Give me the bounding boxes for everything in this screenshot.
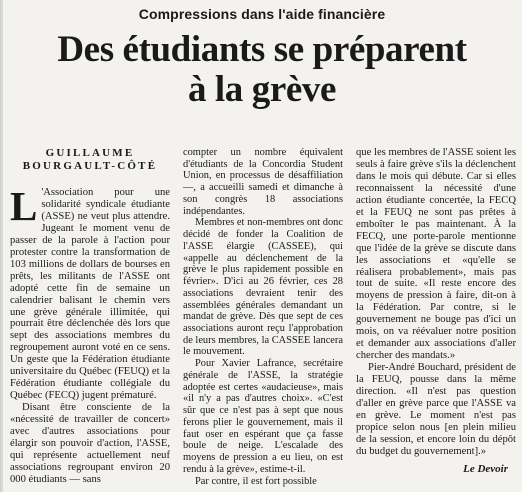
paragraph-text: 'Association pour une solidarité syndicale étudiante (ASSE) ne veut plus attendre. Jugeant le moment venu de passer de la parole à l'action pour protester contre la transformation de 103 millions de dollars de bourses en prêts, les militants de l'ASSE ont adopté cette fin de semaine un calendrier balisant le chemin vers une grève générale illimitée, qui pourrait être déclenchée dès lors que sept des associations membres du regroupement auront voté en ce sens. Un geste que la Fédération étudiante universitaire du Québec (FEUQ) et la Fédération étudiante collégiale du Québec (FECQ) jugent prématuré. — [10, 187, 170, 402]
article-column-2 — [183, 147, 343, 487]
headline-line-1: Des étudiants se préparent — [57, 29, 467, 70]
headline — [1, 30, 522, 110]
signature: Le Devoir — [463, 462, 508, 475]
drop-cap: L — [10, 183, 38, 229]
kicker: Compressions dans l'aide financière — [138, 6, 386, 22]
paragraph: que les membres de l'ASSE soient les seuls à faire grève s'ils la déclenchent dans le mois qui débute. Car si elles reconnaissent la nécessité d'une action étudiante concertée, la FECQ et la FEUQ ne sont pas prêtes à emboîter le pas maintenant. À la FECQ, une porte-parole mentionne que l'idée de la grève se discute dans les associations et «qu'elle se réalisera probablement», mais pas tout de suite. «Il reste encore des moyens de pression à faire, dit-on à la Fédération. Par contre, si le gouvernement ne bouge pas d'ici un mois, on va réévaluer notre position et demander aux associations d'aller chercher des mandats.» — [356, 147, 516, 362]
paragraph: Membres et non-membres ont donc décidé de fonder la Coalition de l'ASSE élargie (CASSEE), qui «appelle au déclenchement de la grève le plus rapidement possible en février». D'ici au 26 février, ces 28 associations devraient tenir des assemblées générales demandant un mandat de grève. Dès que sept de ces associations auront reçu l'approbation de leurs membres, la CASSEE lancera le mouvement. — [183, 217, 343, 358]
byline — [10, 147, 170, 173]
article-column-3 — [356, 147, 516, 476]
headline-line-2: à la grève — [187, 69, 337, 110]
paragraph — [10, 183, 170, 402]
paragraph: Pour Xavier Lafrance, secrétaire générale de l'ASSE, la stratégie adoptée est certes «audacieuse», mais «il n'y a pas d'autres choix». «C'est sûr que ce n'est pas à sept que nous ferons plier le gouvernement, mais il faut oser en espérant que ça fasse boule de neige. L'escalade des moyens de pression a eu lieu, on est rendu à la grève», estime-t-il. — [183, 358, 343, 475]
paragraph: compter un nombre équivalent d'étudiants de la Concordia Student Union, en processus de désaffiliation —, a accueilli samedi et dimanche à son congrès 18 associations indépendantes. — [183, 147, 343, 217]
paragraph: Pier-André Bouchard, président de la FEUQ, pousse dans la même direction. «Il n'est pas question d'aller en grève parce que l'ASSE va en grève. Le moment n'est pas propice selon nous [en plein milieu de la session, et encore loin du dépôt du budget du gouvernement].» — [356, 362, 516, 457]
byline-last-name: BOURGAULT-CÔTÉ — [22, 160, 158, 172]
paragraph: Par contre, il est fort possible — [195, 475, 317, 487]
byline-first-name: GUILLAUME — [45, 147, 135, 159]
article-column-1 — [10, 147, 170, 486]
paragraph: Disant être consciente de la «nécessité de travailler de concert» avec d'autres associations pour élargir son pouvoir d'action, l'ASSE, qui représente actuellement neuf associations regroupant environ 20 000 étudiants — sans — [10, 402, 170, 485]
